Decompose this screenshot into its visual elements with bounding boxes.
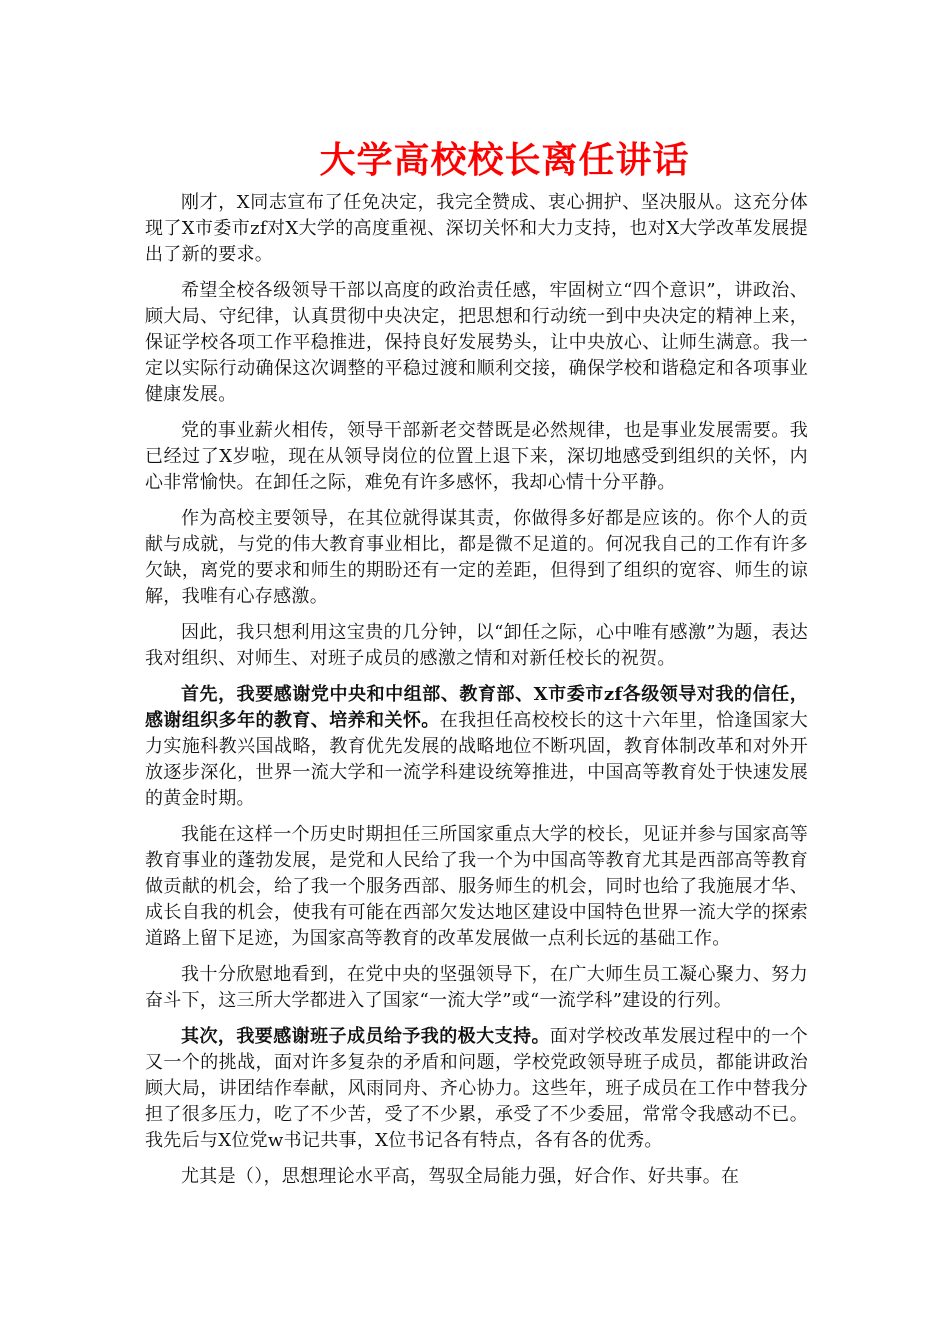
paragraph-text: 在我担任高校校长的这十六年里，恰逢国家大力实施科教兴国战略，教育优先发展的战略地位不断巩固，教育体制改革和对外开放逐步深化，世界一流大学和一流学科建设统筹推进，中国高等教育处于快速发展的黄金时期。 — [145, 710, 808, 809]
paragraph-text: 因此，我只想利用这宝贵的几分钟，以“卸任之际，心中唯有感激”为题，表达我对组织、对师生、对班子成员的感激之情和对新任校长的祝贺。 — [145, 622, 808, 669]
paragraph-text: 作为高校主要领导，在其位就得谋其责，你做得多好都是应该的。你个人的贡献与成就，与党的伟大教育事业相比，都是微不足道的。何况我自己的工作有许多欠缺，离党的要求和师生的期盼还有一定的差距，但得到了组织的宽容、师生的谅解，我唯有心存感激。 — [145, 508, 808, 607]
paragraph-text: 尤其是（），思想理论水平高，驾驭全局能力强，好合作、好共事。在 — [181, 1166, 740, 1187]
paragraph-text: 面对学校改革发展过程中的一个又一个的挑战，面对许多复杂的矛盾和问题，学校党政领导班子成员，都能讲政治顾大局，讲团结作奉献，风雨同舟、齐心协力。这些年，班子成员在工作中替我分担了很多压力，吃了不少苦，受了不少累，承受了不少委屈，常常令我感动不已。我先后与X位党w书记共事，X位书记各有特点，各有各的优秀。 — [145, 1026, 808, 1151]
paragraph-text: 党的事业薪火相传，领导干部新老交替既是必然规律，也是事业发展需要。我已经过了X岁啦，现在从领导岗位的位置上退下来，深切地感受到组织的关怀，内心非常愉快。在卸任之际，难免有许多感怀，我却心情十分平静。 — [145, 420, 808, 493]
paragraph-4 — [145, 506, 808, 610]
paragraph-text: 刚才，X同志宣布了任免决定，我完全赞成、衷心拥护、坚决服从。这充分体现了X市委市zf对X大学的高度重视、深切关怀和大力支持，也对X大学改革发展提出了新的要求。 — [145, 192, 808, 265]
paragraph-text: 我十分欣慰地看到，在党中央的坚强领导下，在广大师生员工凝心聚力、努力奋斗下，这三所大学都进入了国家“一流大学”或“一流学科”建设的行列。 — [145, 964, 808, 1011]
document-page — [145, 0, 808, 1200]
paragraph-1 — [145, 190, 808, 268]
paragraph-text: 希望全校各级领导干部以高度的政治责任感，牢固树立“四个意识”，讲政治、顾大局、守纪律，认真贯彻中央决定，把思想和行动统一到中央决定的精神上来，保证学校各项工作平稳推进，保持良好发展势头，让中央放心、让师生满意。我一定以实际行动确保这次调整的平稳过渡和顺利交接，确保学校和谐稳定和各项事业健康发展。 — [145, 280, 808, 405]
paragraph-2 — [145, 278, 808, 408]
paragraph-9 — [145, 1024, 808, 1154]
paragraph-6 — [145, 682, 808, 812]
paragraph-lead-bold: 首先，我要感谢党中央和中组部、教育部、X市委市zf各级领导对我的信任，感谢组织多年的教育、培养和关怀。 — [145, 684, 808, 731]
paragraph-7 — [145, 822, 808, 952]
document-title: 大学高校校长离任讲话 — [319, 139, 690, 181]
paragraph-10 — [145, 1164, 808, 1190]
paragraph-text: 我能在这样一个历史时期担任三所国家重点大学的校长，见证并参与国家高等教育事业的蓬勃发展，是党和人民给了我一个为中国高等教育尤其是西部高等教育做贡献的机会，给了我一个服务西部、服务师生的机会，同时也给了我施展才华、成长自我的机会，使我有可能在西部欠发达地区建设中国特色世界一流大学的探索道路上留下足迹，为国家高等教育的改革发展做一点利长远的基础工作。 — [145, 824, 808, 949]
paragraph-3 — [145, 418, 808, 496]
paragraph-lead-bold: 其次，我要感谢班子成员给予我的极大支持。 — [181, 1026, 550, 1047]
paragraph-5 — [145, 620, 808, 672]
paragraph-8 — [145, 962, 808, 1014]
